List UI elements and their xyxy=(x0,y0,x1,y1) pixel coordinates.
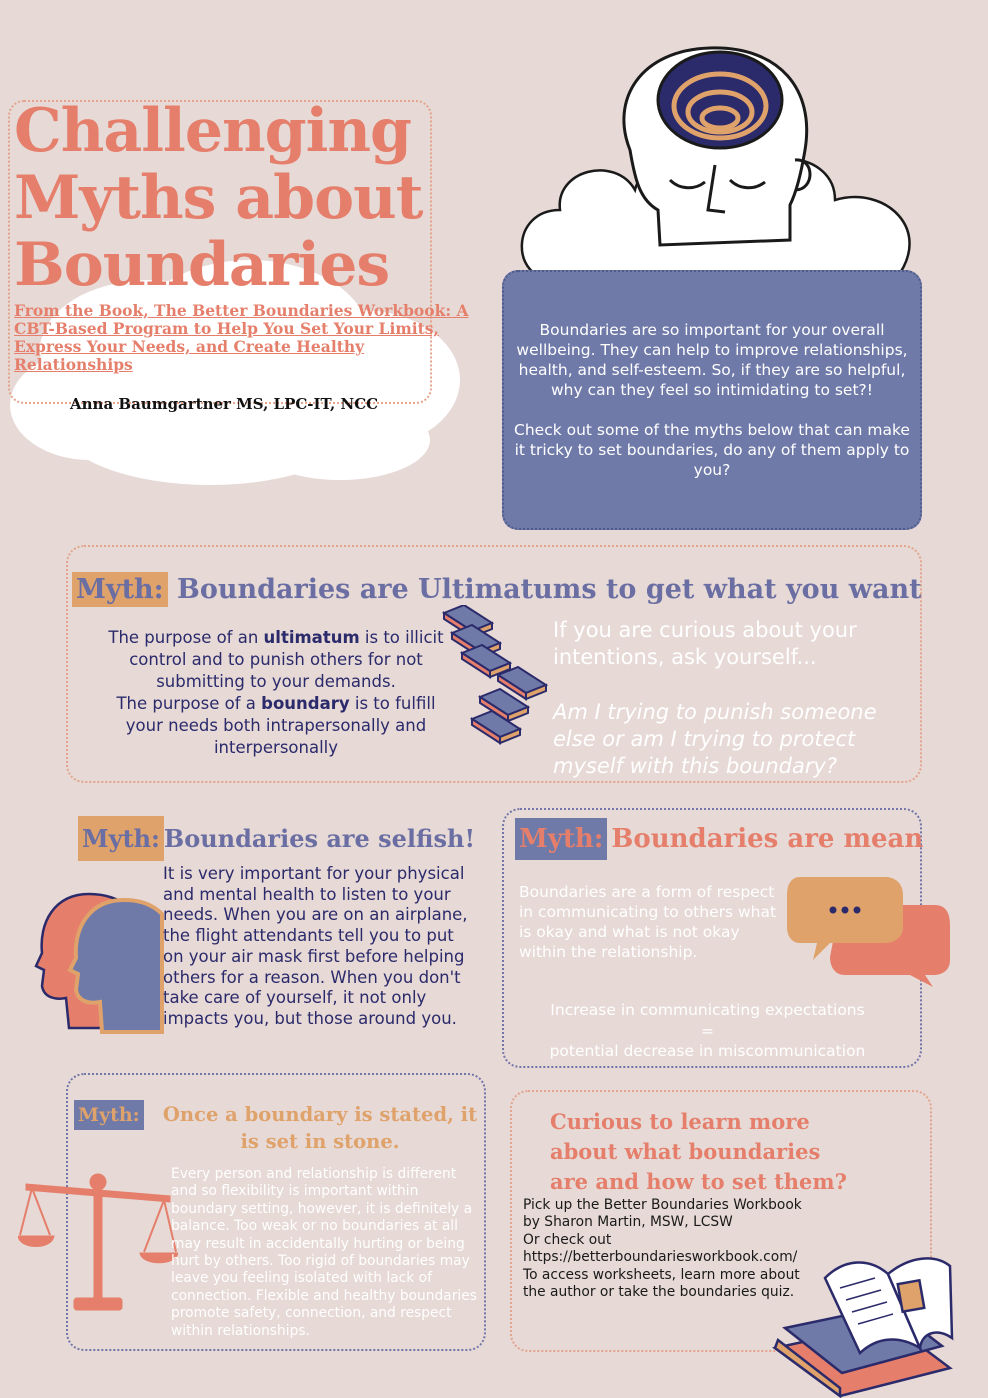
myth2-body: It is very important for your physical and mental health to listen to your needs. When you are on an airplane, the flight attendants tell you to put on your air mask first before helping others for a reason. When you don't take care of yourself, it not only impacts you, but those around you. xyxy=(163,864,468,1028)
book-title-link[interactable]: The Better Boundaries Workbook: A CBT-Based Program to Help You Set Your Limits, Express Your Needs, and Create Healthy Relationships xyxy=(14,301,469,374)
equation-bottom: potential decrease in miscommunication xyxy=(549,1042,866,1060)
myth3-heading xyxy=(515,818,925,860)
myth3-body: Boundaries are a form of respect in communicating to others what is okay and what is not okay within the relationship. xyxy=(519,883,777,961)
website-link[interactable]: https://betterboundariesworkbook.com/ xyxy=(523,1249,798,1266)
stairs-icon xyxy=(440,605,552,755)
myth3-title: Boundaries are mean xyxy=(611,824,924,854)
myth4-tag: Myth: xyxy=(74,1100,144,1130)
page-title: Challenging Myths about Boundaries xyxy=(14,96,423,300)
myth1-title: Boundaries are Ultimatums to get what you want xyxy=(167,574,922,605)
book-subtitle[interactable]: From the Book, The Better Boundaries Workbook: A CBT-Based Program to Help You Set Your Limits, Express Your Needs, and Create Healthy Relationships xyxy=(14,301,469,374)
myth4-title: Once a boundary is stated, it is set in stone. xyxy=(162,1103,478,1153)
chat-bubbles-icon xyxy=(785,875,955,990)
author-name: Anna Baumgartner MS, LPC-IT, NCC xyxy=(70,395,379,413)
myth4-tag-wrap xyxy=(74,1100,144,1130)
learn-more-heading: Curious to learn more about what boundaries are and how to set them? xyxy=(550,1109,847,1194)
intro-box xyxy=(502,270,922,530)
balance-scale-icon xyxy=(18,1170,178,1320)
myth1-body: The purpose of an ultimatum is to illicit control and to punish others for not submitting to your demands. The purpose of a boundary is to fulfill your needs both intrapersonally and interpersonally xyxy=(108,628,444,757)
learn-more-line2: by Sharon Martin, MSW, LCSW xyxy=(523,1214,733,1231)
equation-equals: = xyxy=(701,1021,714,1040)
learn-more-line5: To access worksheets, learn more about the author or take the boundaries quiz. xyxy=(523,1266,800,1301)
myth1-reflection: Am I trying to punish someone else or am I trying to protect myself with this boundary? xyxy=(553,700,877,778)
myth2-title: Boundaries are selfish! xyxy=(163,824,475,853)
equation-top: Increase in communicating expectations xyxy=(550,1001,865,1019)
myth3-tag: Myth: xyxy=(515,818,607,860)
intro-paragraph-1: Boundaries are so important for your overall wellbeing. They can help to improve relationships, health, and self-esteem. So, if they are so helpful, why can they feel so intimidating to set?! xyxy=(516,321,908,399)
myth2-heading xyxy=(78,816,478,861)
myth3-equation xyxy=(520,1000,895,1062)
myth2-tag: Myth: xyxy=(78,816,164,861)
myth4-body: Every person and relationship is different and so flexibility is important within boundary setting, however, it is definitely a balance. Too weak or no boundaries at all may result in accidentally hurting or being hurt by others. Too rigid of boundaries may leave you feeling isolated with lack of connection. Flexible and healthy boundaries promote safety, connection, and respect within relationships. xyxy=(171,1166,477,1339)
myth1-heading xyxy=(72,572,922,607)
myth1-tag: Myth: xyxy=(72,572,168,607)
profiles-icon xyxy=(34,888,164,1038)
learn-more-line1: Pick up the Better Boundaries Workbook xyxy=(523,1197,802,1213)
head-icon xyxy=(600,40,840,270)
myth1-question: If you are curious about your intentions, ask yourself... xyxy=(553,618,857,669)
intro-paragraph-2: Check out some of the myths below that can make it tricky to set boundaries, do any of them apply to you? xyxy=(514,421,910,479)
open-book-icon xyxy=(770,1228,955,1398)
learn-more-line3: Or check out xyxy=(523,1231,612,1248)
